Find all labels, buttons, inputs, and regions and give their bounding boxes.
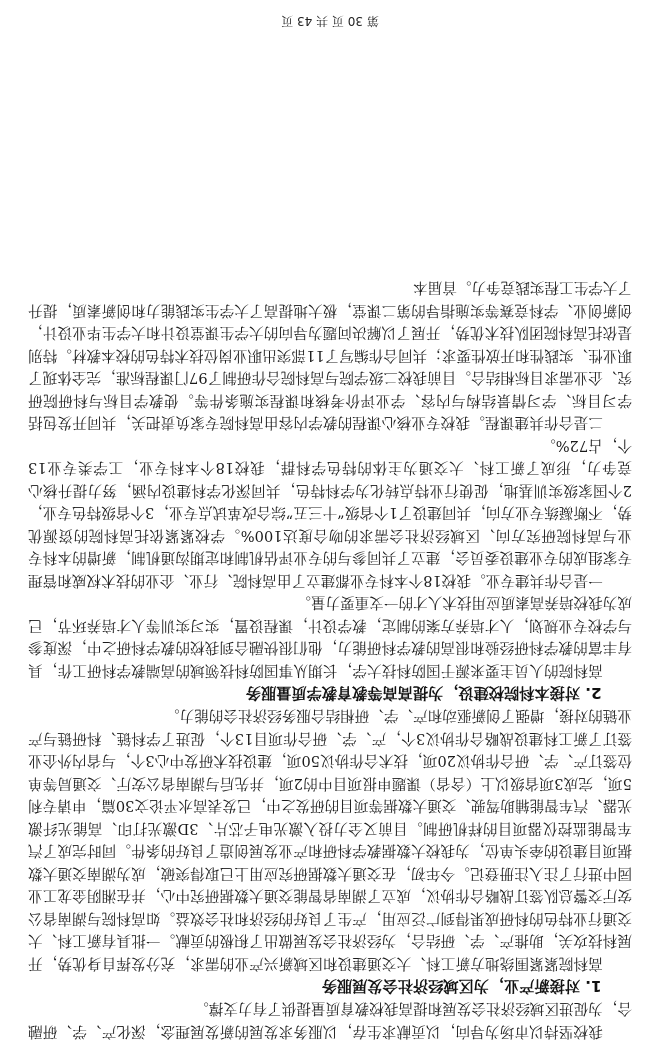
paragraph-new-industry: 高科院紧紧围绕地方新工科、大交通建设和区域新兴产业的需求，充分发挥自身优势，开展科技攻关，助推产、学、研结合，为经济社会发展做出了积极的贡献。一批具有新工科、大交通行业特色的科研成果得到广泛应用，产生了良好的经济和社会效益。如高科院与湖南省公安厅交警总队签订战略合作协议，成立了湖南省智能交通大数据研究中心，并在湘阴金龙工业园中进行了注入注册登记。今年初，在交通大数据研究应用上已取得突破，成为湖南交通大数据项目建设的牵头单位，为我校大数据教学科研和产业发展创造了良好的条件。同时完成了汽车智能监控仪器项目的样机研制。目前又全力投入激光电子芯片、3D激光打印、高能光纤激光器、汽车智能辅助驾驶、交通大数据等项目的研发之中，已发表高水平论文30篇，申请专利5项，完成3项省级以上（含省）课题申报项目中的2项，并先后与湖南省公安厅、交通局等单位签订产、学、研合作协议20项，技术合作协议50项，建设技术研发中心3个，与省内外企业签订了新工科建设战略合作协议3个，产、学、研合作项目13个，促进了学科链、科研链与产业链的对接，增强了创新驱动和产、学、研相结合服务经济社会的能力。 [28,707,632,972]
paragraph-courses: 二是合作共建课程。我校专业核心课程的教学内容由高科院专家负责把关，共同开发包括学习目标、学习情景结构与内容、学业评价考核和课程实施条件等。使教学目标与科研院研究、企业需求目标相结合。目前我校二级学院与高科院合作研制了97门课程标准，完全体现了职业性、实践性和开放性要求；共同合作编写了11部突出职业岗位技术特色的校本教材。特别是依托高科院团队技术优势，开展了以解决问题为导向的大学生课堂设计和大学生毕业设计，创新创业、学科竞赛等实施指导的第二课堂，极大地提高了大学生实践能力和创新素质，提升了大学生工程实践竞争力。首届本 [28,279,632,432]
section-heading-2: 2. 对接本科院校建设，为提高高等教育教学质量服务 [245,684,602,702]
section-heading-1: 1. 对接新产业，为区域经济社会发展服务 [321,977,602,995]
paragraph-intro: 我校坚持以市场为导向，以贡献求生存，以服务求发展的新发展理念，深化产、学、研融合，为促进区域经济社会发展和提高我校教育质量提供了有力支撑。 [28,1000,632,1040]
document-body [28,276,632,1042]
page-footer: 第 30 页 共 43 页 [281,14,379,28]
paragraph-staff: 高科院的人员主要来源于国防科技大学，长期从事国防科技领域的高端教学科研工作，具有丰富的教学科研经验和很高的教学科研能力，他们很快融合到我校的教学科研之中，深度参与学校专业规划，人才培养方案的制定，教学设计，课程设置，实习实训等人才培养环节，已成为我校培养高素质应用技术人才的一支重要力量。 [28,594,632,679]
paragraph-majors: 一是合作共建专业。我校18个本科专业都建立了由高科院、行业、企业的技术权威和管理专家组成的专业建设委员会，建立了共同参与的专业评估机制和定期沟通机制，新增的本科专业与高科院研究方向、区域经济社会需求的吻合度达100%。学校紧紧依托高科院的资源优势，不断凝练专业方向，共同建设了1个省级“十三五”综合改革试点专业，3个省级特色专业，2个国家级实训基地，促使行业特点转化为学科特色，共同深化学科建设内涵，努力提升核心竞争力，形成了新工科、大交通为主体的特色学科群，我校18个本科专业，工学类专业13个，占72%。 [28,437,632,589]
